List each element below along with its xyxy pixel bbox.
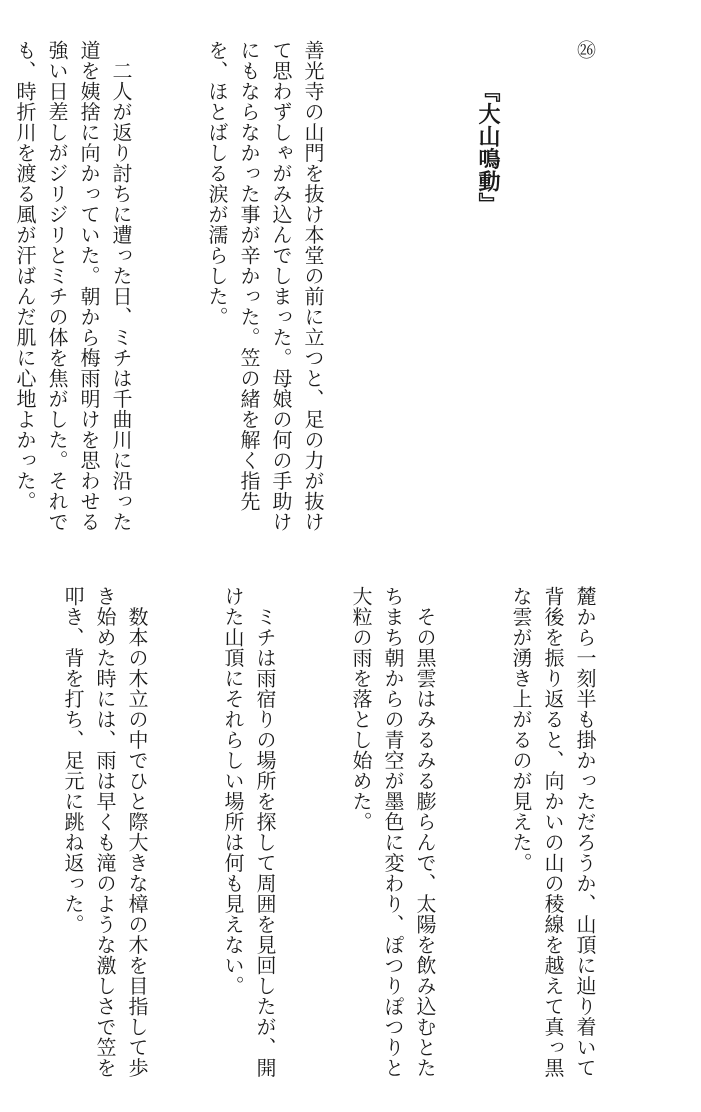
paragraph: ミチは雨宿りの場所を探して周囲を見回したが、開けた山頂にそれらしい場所は何も見えない。 (221, 586, 277, 1078)
paragraph: 麓から一刻半も掛かっただろうか、山頂に辿り着いて背後を振り返ると、向かいの山の稜線を越えて真っ黒な雲が湧き上がるのが見えた。 (509, 586, 597, 1078)
chapter-number: ㉖ (574, 40, 596, 60)
lower-text-block (61, 586, 665, 1086)
paragraph: 善光寺の山門を抜け本堂の前に立つと、足の力が抜けて思わずしゃがみ込んでしまった。母娘の何の手助けにもならなかった事が辛かった。笠の緒を解く指先を、ほとばしる涙が濡らした。 (205, 40, 325, 532)
title-spacer (393, 40, 405, 550)
paragraph: 数本の木立の中でひと際大きな樟の木を目指して歩き始めた時には、雨は早くも滝のような激しさで笠を叩き、背を打ち、足元に跳ね返った。 (61, 586, 149, 1078)
chapter-title: 『大山鳴動』 (475, 80, 500, 215)
paragraph: その黒雲はみるみる膨らんで、太陽を飲み込むとたちまち朝からの青空が墨色に変わり、ぽつりぽつりと大粒の雨を落とし始めた。 (349, 586, 437, 1078)
paragraph: 二人が返り討ちに遭った日、ミチは千曲川に沿った道を姨捨に向かっていた。朝から梅雨明けを思わせる強い日差しがジリジリとミチの体を焦がした。それでも、時折川を渡る風が汗ばんだ肌に心地よかった。 (13, 40, 133, 532)
upper-text-block (13, 40, 665, 550)
